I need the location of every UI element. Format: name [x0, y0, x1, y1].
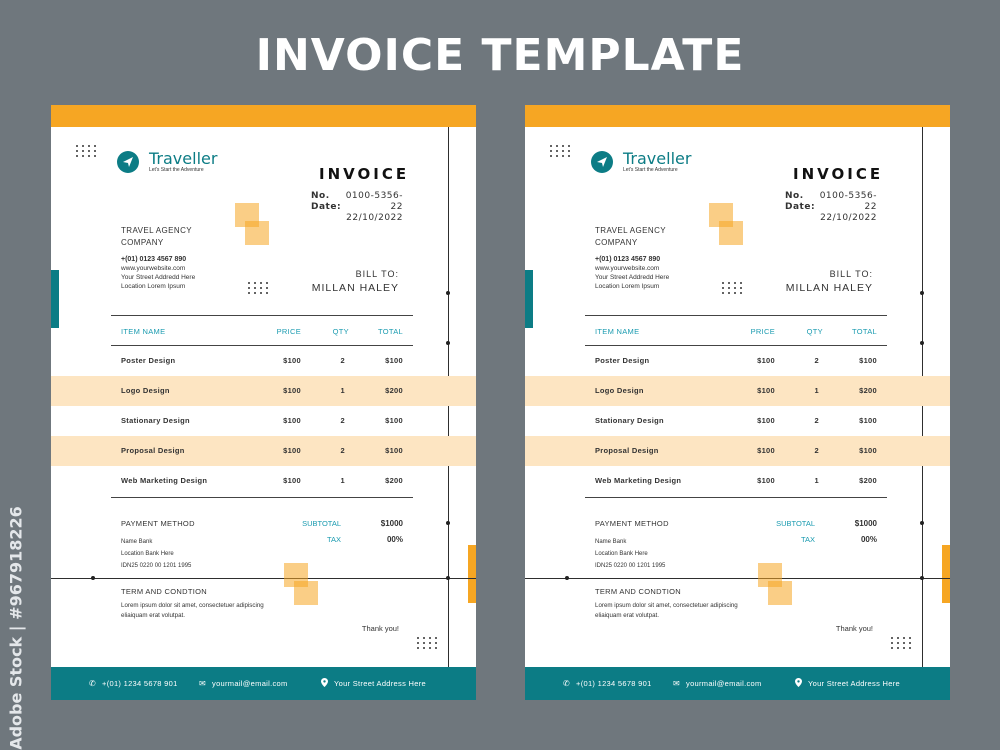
column-header-price: PRICE: [750, 327, 775, 336]
bill-to-name: MILLAN HALEY: [785, 282, 873, 294]
footer-bar: [525, 667, 950, 700]
invoice-meta-labels: [311, 191, 341, 213]
guide-marker: [920, 341, 924, 345]
invoice-number-label: No.: [785, 191, 804, 201]
item-qty: 2: [340, 356, 345, 365]
footer-email-item: [199, 667, 288, 700]
company-phone: +(01) 0123 4567 890: [595, 256, 661, 263]
guide-marker: [446, 341, 450, 345]
invoice-title: INVOICE: [793, 165, 884, 183]
item-total: $200: [385, 476, 403, 485]
company-street: Your Street Addredd Here: [595, 274, 670, 281]
item-total: $100: [859, 416, 877, 425]
bank-id: IDN25 0220 00 1201 1995: [121, 563, 192, 569]
item-qty: 2: [340, 446, 345, 455]
table-row: [525, 466, 950, 496]
invoice-meta-values: [341, 191, 403, 224]
item-price: $100: [283, 446, 301, 455]
horizontal-guide-line: [51, 578, 476, 579]
right-orange-tab: [942, 545, 950, 603]
brand-logo: [117, 150, 217, 174]
tax-label: TAX: [326, 535, 341, 544]
bank-location: Location Bank Here: [595, 551, 648, 557]
subtotal-label: SUBTOTAL: [776, 519, 815, 528]
dot-grid-icon: [76, 145, 97, 157]
right-orange-tab: [468, 545, 476, 603]
invoice-number: 0100-5356-22: [345, 191, 403, 212]
table-row: [525, 406, 950, 436]
table-row: [51, 436, 476, 466]
item-total: $100: [385, 416, 403, 425]
paper-plane-icon: [117, 151, 139, 173]
decorative-square: [719, 221, 743, 245]
item-name: Web Marketing Design: [595, 476, 682, 485]
footer-phone: +(01) 1234 5678 901: [576, 679, 652, 688]
company-location: Location Lorem Ipsum: [595, 283, 660, 290]
column-header-item: ITEM NAME: [121, 327, 166, 336]
item-qty: 2: [814, 446, 819, 455]
item-total: $200: [859, 386, 877, 395]
guide-marker: [446, 521, 450, 525]
footer-email-item: [673, 667, 762, 700]
invoice-number: 0100-5356-22: [819, 191, 877, 212]
item-price: $100: [283, 356, 301, 365]
dot-grid-icon: [417, 637, 438, 649]
company-location: Location Lorem Ipsum: [121, 283, 186, 290]
item-qty: 1: [340, 386, 345, 395]
guide-marker: [920, 576, 924, 580]
table-row: [525, 436, 950, 466]
phone-icon: ✆: [563, 679, 571, 688]
column-header-price: PRICE: [276, 327, 301, 336]
item-price: $100: [283, 416, 301, 425]
item-price: $100: [283, 476, 301, 485]
top-accent-bar: [525, 105, 950, 127]
footer-address: Your Street Address Here: [808, 679, 900, 688]
item-name: Web Marketing Design: [121, 476, 208, 485]
item-qty: 2: [814, 416, 819, 425]
decorative-square: [245, 221, 269, 245]
item-price: $100: [757, 356, 775, 365]
top-accent-bar: [51, 105, 476, 127]
envelope-icon: ✉: [199, 679, 207, 688]
brand-name: Traveller: [623, 149, 692, 168]
item-qty: 2: [340, 416, 345, 425]
decorative-square: [294, 581, 318, 605]
phone-icon: ✆: [89, 679, 97, 688]
bank-id: IDN25 0220 00 1201 1995: [595, 563, 666, 569]
horizontal-guide-line: [525, 578, 950, 579]
item-price: $100: [283, 386, 301, 395]
invoice-date-label: Date:: [785, 202, 816, 212]
item-qty: 1: [340, 476, 345, 485]
company-street: Your Street Addredd Here: [121, 274, 196, 281]
brand-tagline: Let's Start the Adventure: [623, 167, 678, 173]
guide-marker: [446, 576, 450, 580]
dot-grid-icon: [248, 282, 269, 294]
item-name: Logo Design: [121, 386, 170, 395]
terms-text: Lorem ipsum dolor sit amet, consectetuer adipiscing eliaiquam erat volutpat.: [121, 602, 264, 619]
table-bottom-rule: [111, 497, 413, 498]
table-row: [51, 376, 476, 406]
banner-title: INVOICE TEMPLATE: [255, 30, 745, 81]
item-price: $100: [757, 416, 775, 425]
invoice-date: 22/10/2022: [346, 213, 403, 223]
bank-name: Name Bank: [595, 539, 627, 545]
thank-you-note: Thank you!: [835, 624, 873, 633]
guide-marker: [920, 291, 924, 295]
company-name: TRAVEL AGENCY COMPANY: [595, 226, 666, 247]
brand-tagline: Let's Start the Adventure: [149, 167, 204, 173]
footer-email: yourmail@email.com: [212, 679, 288, 688]
brand-name: Traveller: [149, 149, 218, 168]
company-contact: [121, 255, 195, 291]
invoice-page-right: [525, 105, 950, 700]
subtotal-label: SUBTOTAL: [302, 519, 341, 528]
tax-value: 00%: [860, 535, 877, 544]
item-name: Proposal Design: [121, 446, 185, 455]
table-row: [51, 406, 476, 436]
subtotal-value: $1000: [380, 519, 403, 528]
footer-address: Your Street Address Here: [334, 679, 426, 688]
invoice-meta-labels: [785, 191, 815, 213]
item-total: $100: [859, 356, 877, 365]
company-name: TRAVEL AGENCY COMPANY: [121, 226, 192, 247]
thank-you-note: Thank you!: [361, 624, 399, 633]
tax-value: 00%: [386, 535, 403, 544]
bill-to-name: MILLAN HALEY: [311, 282, 399, 294]
column-header-qty: QTY: [806, 327, 823, 336]
item-name: Poster Design: [121, 356, 176, 365]
column-header-item: ITEM NAME: [595, 327, 640, 336]
guide-marker: [565, 576, 569, 580]
company-website: www.yourwebsite.com: [595, 265, 660, 272]
dot-grid-icon: [550, 145, 571, 157]
location-pin-icon: [321, 678, 328, 689]
location-pin-icon: [795, 678, 802, 689]
subtotal-value: $1000: [854, 519, 877, 528]
company-contact: [595, 255, 669, 291]
invoice-date: 22/10/2022: [820, 213, 877, 223]
item-name: Stationary Design: [121, 416, 190, 425]
dot-grid-icon: [722, 282, 743, 294]
item-name: Stationary Design: [595, 416, 664, 425]
item-price: $100: [757, 446, 775, 455]
column-header-total: TOTAL: [378, 327, 403, 336]
footer-email: yourmail@email.com: [686, 679, 762, 688]
item-total: $100: [385, 356, 403, 365]
item-total: $200: [859, 476, 877, 485]
terms-title: TERM AND CONDTION: [595, 587, 681, 596]
dot-grid-icon: [891, 637, 912, 649]
guide-marker: [446, 291, 450, 295]
column-header-total: TOTAL: [852, 327, 877, 336]
payment-method-title: PAYMENT METHOD: [121, 519, 195, 528]
item-total: $200: [385, 386, 403, 395]
company-website: www.yourwebsite.com: [121, 265, 186, 272]
item-name: Logo Design: [595, 386, 644, 395]
invoice-page-left: [51, 105, 476, 700]
invoice-number-label: No.: [311, 191, 330, 201]
payment-details: [121, 536, 191, 572]
brand-logo: [591, 150, 691, 174]
table-row: [51, 346, 476, 376]
footer-phone-item: [89, 667, 178, 700]
bank-name: Name Bank: [121, 539, 153, 545]
left-teal-tab: [51, 270, 59, 328]
item-price: $100: [757, 386, 775, 395]
left-teal-tab: [525, 270, 533, 328]
item-total: $100: [385, 446, 403, 455]
item-name: Poster Design: [595, 356, 650, 365]
footer-phone-item: [563, 667, 652, 700]
item-name: Proposal Design: [595, 446, 659, 455]
terms-title: TERM AND CONDTION: [121, 587, 207, 596]
item-qty: 1: [814, 386, 819, 395]
footer-phone: +(01) 1234 5678 901: [102, 679, 178, 688]
table-top-rule: [111, 315, 413, 316]
payment-details: [595, 536, 665, 572]
watermark-text: Adobe Stock | #967918226: [6, 505, 26, 750]
guide-marker: [920, 521, 924, 525]
footer-bar: [51, 667, 476, 700]
table-row: [525, 376, 950, 406]
envelope-icon: ✉: [673, 679, 681, 688]
invoice-date-label: Date:: [311, 202, 342, 212]
column-header-qty: QTY: [332, 327, 349, 336]
company-phone: +(01) 0123 4567 890: [121, 256, 187, 263]
decorative-square: [768, 581, 792, 605]
table-row: [51, 466, 476, 496]
table-row: [525, 346, 950, 376]
terms-text: Lorem ipsum dolor sit amet, consectetuer adipiscing eliaiquam erat volutpat.: [595, 602, 738, 619]
payment-method-title: PAYMENT METHOD: [595, 519, 669, 528]
item-qty: 1: [814, 476, 819, 485]
footer-address-item: [795, 667, 900, 700]
bill-to-label: BILL TO:: [829, 269, 873, 279]
stock-watermark: [4, 505, 28, 750]
invoice-meta-values: [815, 191, 877, 224]
table-top-rule: [585, 315, 887, 316]
invoice-title: INVOICE: [319, 165, 410, 183]
paper-plane-icon: [591, 151, 613, 173]
guide-marker: [91, 576, 95, 580]
bank-location: Location Bank Here: [121, 551, 174, 557]
bill-to-label: BILL TO:: [355, 269, 399, 279]
item-price: $100: [757, 476, 775, 485]
tax-label: TAX: [800, 535, 815, 544]
item-qty: 2: [814, 356, 819, 365]
item-total: $100: [859, 446, 877, 455]
footer-address-item: [321, 667, 426, 700]
table-bottom-rule: [585, 497, 887, 498]
